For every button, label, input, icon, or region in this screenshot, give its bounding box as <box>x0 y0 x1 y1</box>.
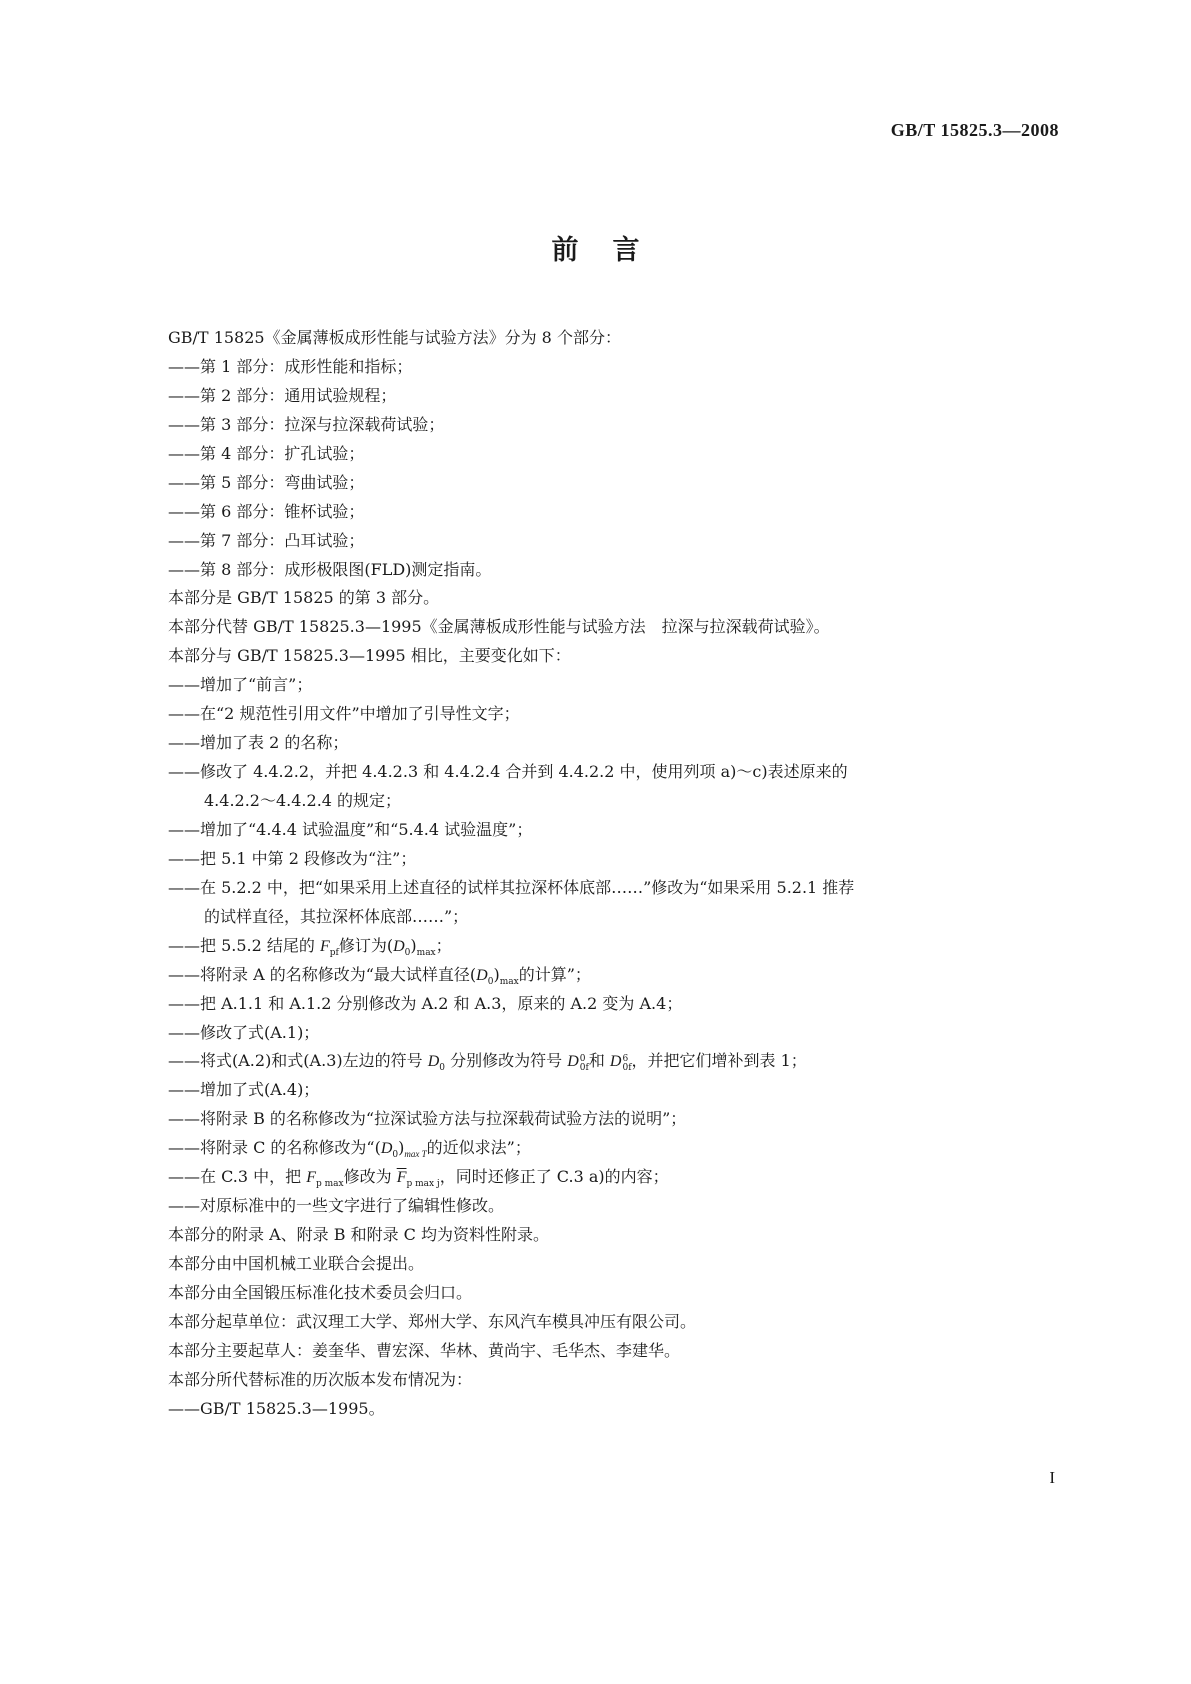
text-run: ) <box>398 1138 405 1158</box>
list-item: ——第 6 部分：锥杯试验； <box>168 501 365 521</box>
text-run: 修订为( <box>338 935 394 955</box>
list-item-c3 <box>168 1163 1058 1192</box>
symbol: D <box>609 1053 622 1071</box>
superscript: 6 <box>622 1054 629 1065</box>
list-item-annex-a <box>168 961 1058 990</box>
list-item: ——第 5 部分：弯曲试验； <box>168 472 365 492</box>
text-run: ) <box>410 935 417 955</box>
text-run: 的计算”； <box>518 964 591 984</box>
list-item: ——对原标准中的一些文字进行了编辑性修改。 <box>168 1196 505 1216</box>
subscript: max <box>416 947 436 958</box>
symbol: D <box>476 966 488 984</box>
text-run: ——将附录 A 的名称修改为“最大试样直径( <box>168 964 477 984</box>
list-item-d0 <box>168 1047 1058 1076</box>
list-item-annex-c <box>168 1134 1058 1163</box>
text-run: ——将式(A.2)和式(A.3)左边的符号 <box>168 1051 428 1071</box>
text-run: 修改为 <box>343 1167 397 1187</box>
list-item: ——把 A.1.1 和 A.1.2 分别修改为 A.2 和 A.3，原来的 A.2 变为 A.4； <box>168 993 683 1013</box>
symbol: D <box>380 1140 393 1158</box>
list-item: ——在“2 规范性引用文件”中增加了引导性文字； <box>168 704 520 724</box>
list-item: ——第 4 部分：扩孔试验； <box>168 443 365 463</box>
superscript: 0 <box>579 1054 586 1065</box>
standard-code: GB/T 15825.3—2008 <box>890 120 1059 140</box>
subscript: 0 <box>439 1063 445 1074</box>
subscript: 0 <box>487 976 494 987</box>
symbol-overlined: $\overline{F}$ <box>396 1169 407 1187</box>
text-line: 本部分起草单位：武汉理工大学、郑州大学、东风汽车模具冲压有限公司。 <box>168 1311 697 1331</box>
list-item: ——增加了“前言”； <box>168 675 313 695</box>
list-item: ——第 8 部分：成形极限图(FLD)测定指南。 <box>168 559 492 579</box>
list-item: ——第 2 部分：通用试验规程； <box>168 385 397 405</box>
list-item: ——GB/T 15825.3—1995。 <box>168 1398 385 1418</box>
text-run: ——在 C.3 中，把 <box>168 1167 307 1187</box>
text-line: 本部分代替 GB/T 15825.3—1995《金属薄板成形性能与试验方法 拉深与拉深载荷试验》。 <box>168 617 830 637</box>
subscript: max T <box>404 1149 427 1160</box>
symbol: F <box>319 937 330 955</box>
symbol: D <box>427 1053 440 1071</box>
subscript: max <box>499 976 519 987</box>
list-item: ——第 1 部分：成形性能和指标； <box>168 356 413 376</box>
list-item: ——修改了式(A.1)； <box>168 1022 320 1042</box>
text-line: 本部分主要起草人：姜奎华、曹宏深、华林、黄尚宇、毛华杰、李建华。 <box>168 1340 681 1360</box>
symbol: D <box>393 937 405 955</box>
subscript: pf <box>329 947 339 958</box>
list-item: ——增加了“4.4.4 试验温度”和“5.4.4 试验温度”； <box>168 819 533 839</box>
list-item: ——增加了式(A.4)； <box>168 1080 320 1100</box>
subscript: p max j <box>406 1179 440 1190</box>
subscript: p max <box>315 1179 344 1190</box>
list-item-f-pf <box>168 932 1058 961</box>
list-item: ——第 7 部分：凸耳试验； <box>168 530 365 550</box>
text-run: ——把 5.5.2 结尾的 <box>168 935 320 955</box>
text-line: 本部分所代替标准的历次版本发布情况为： <box>168 1369 473 1389</box>
subscript: 0 <box>392 1150 399 1161</box>
text-line: 本部分由中国机械工业联合会提出。 <box>168 1254 425 1273</box>
sup-sub-stack <box>622 1055 631 1073</box>
list-item: ——第 3 部分：拉深与拉深载荷试验； <box>168 414 445 434</box>
sup-sub-stack <box>580 1055 589 1073</box>
page-title: 前言 <box>551 235 674 266</box>
symbol: D <box>567 1053 579 1071</box>
page-number: I <box>1049 1468 1055 1487</box>
list-item: ——增加了表 2 的名称； <box>168 733 349 753</box>
text-line: 本部分是 GB/T 15825 的第 3 部分。 <box>168 588 440 608</box>
text-line: 本部分的附录 A、附录 B 和附录 C 均为资料性附录。 <box>168 1225 549 1245</box>
text-line: 本部分由全国锻压标准化技术委员会归口。 <box>168 1282 473 1302</box>
foreword-body <box>168 324 1058 1424</box>
list-item-continuation: 4.4.2.2～4.4.2.4 的规定； <box>204 791 402 810</box>
subscript: 0 <box>404 947 411 958</box>
text-run: ，同时还修正了 C.3 a)的内容； <box>439 1167 669 1187</box>
text-line: 本部分与 GB/T 15825.3—1995 相比，主要变化如下： <box>168 646 571 666</box>
list-item: ——在 5.2.2 中，把“如果采用上述直径的试样其拉深杯体底部……”修改为“如果采用 5.2.1 推荐 <box>168 877 855 897</box>
subscript: 0f <box>579 1063 589 1074</box>
text-line: GB/T 15825《金属薄板成形性能与试验方法》分为 8 个部分： <box>168 328 621 347</box>
text-run: 的近似求法”； <box>426 1138 531 1158</box>
list-item: ——修改了 4.4.2.2，并把 4.4.2.3 和 4.4.2.4 合并到 4.4.2.2 中，使用列项 a)～c)表述原来的 <box>168 762 848 782</box>
subscript: 0f <box>622 1063 632 1074</box>
list-item: ——把 5.1 中第 2 段修改为“注”； <box>168 848 417 868</box>
list-item-continuation: 的试样直径，其拉深杯体底部……”； <box>204 906 469 926</box>
text-run: 和 <box>588 1051 610 1071</box>
list-item: ——将附录 B 的名称修改为“拉深试验方法与拉深载荷试验方法的说明”； <box>168 1109 687 1129</box>
text-run: ——将附录 C 的名称修改为“( <box>168 1138 381 1158</box>
text-run: 分别修改为符号 <box>445 1051 568 1071</box>
text-run: ) <box>493 964 500 984</box>
text-run: ，并把它们增补到表 1； <box>631 1051 807 1071</box>
text-run: ； <box>435 935 452 955</box>
symbol: F <box>306 1169 316 1187</box>
